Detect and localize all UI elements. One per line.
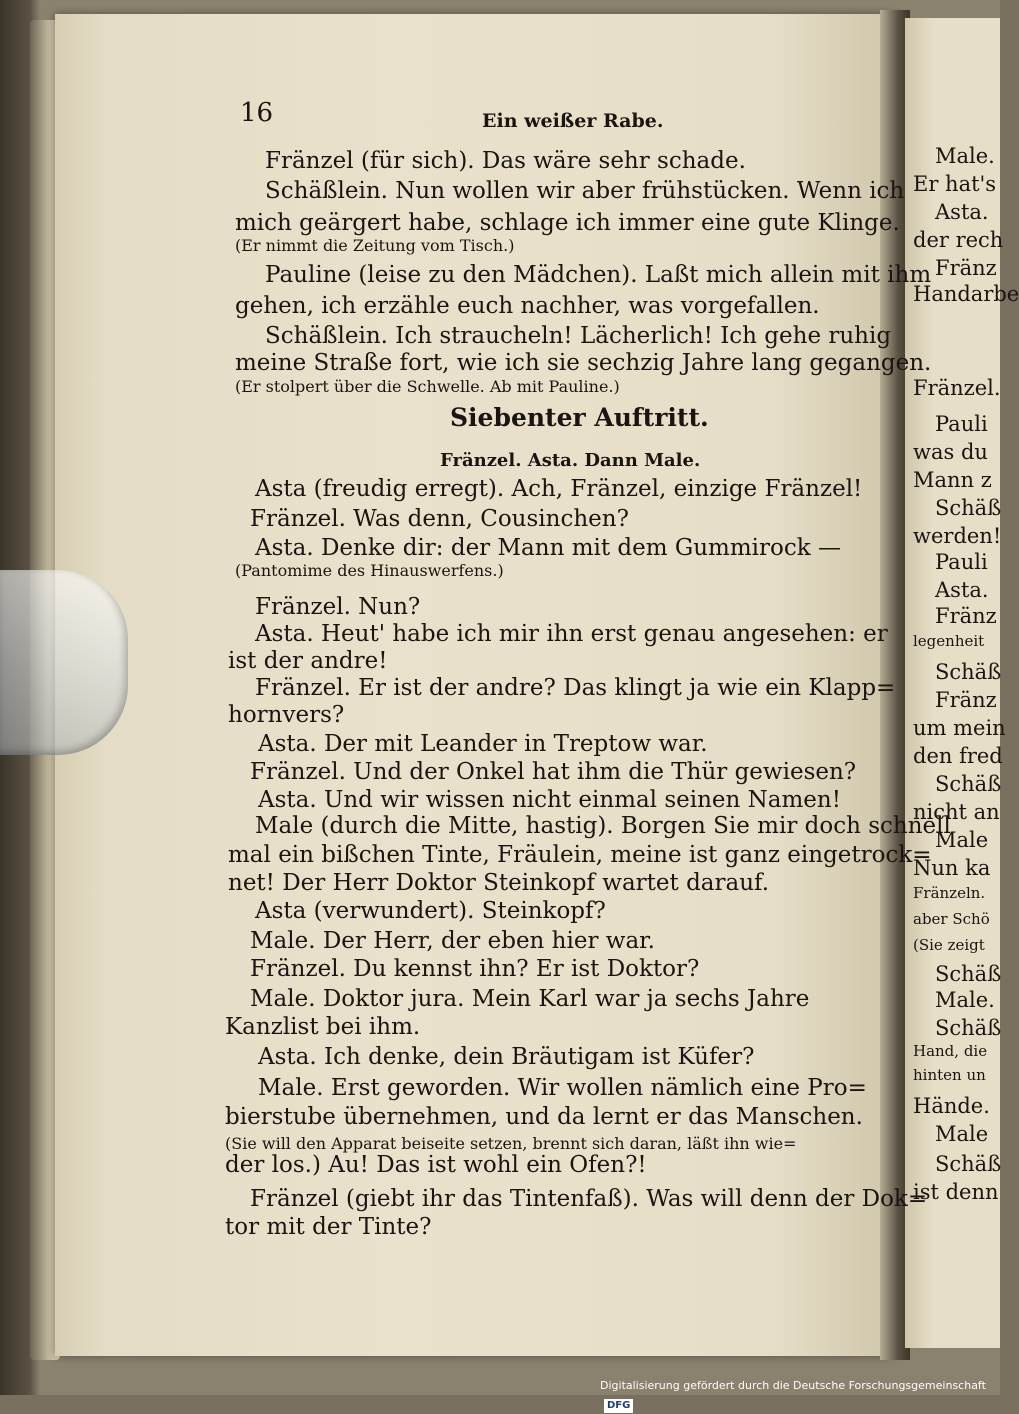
text-line: (Pantomime des Hinauswerfens.)	[235, 561, 504, 580]
right-text-fragment: der rech	[913, 228, 1004, 252]
text-line: mich geärgert habe, schlage ich immer eine gute Klinge.	[235, 210, 900, 236]
right-text-fragment: Schäß	[935, 660, 1002, 684]
text-line: gehen, ich erzähle euch nachher, was vorgefallen.	[235, 293, 820, 319]
right-text-fragment: Pauli	[935, 550, 988, 574]
page-clip	[0, 570, 128, 755]
text-line: (Er stolpert über die Schwelle. Ab mit Pauline.)	[235, 377, 620, 396]
right-text-fragment: aber Schö	[913, 910, 990, 928]
right-text-fragment: Schäß	[935, 962, 1002, 986]
text-line: Asta. Ich denke, dein Bräutigam ist Küfer?	[258, 1044, 755, 1070]
right-text-fragment: Schäß	[935, 1016, 1002, 1040]
right-text-fragment: Schäß	[935, 496, 1002, 520]
right-text-fragment: Male.	[935, 144, 995, 168]
right-text-fragment: Fränz	[935, 604, 997, 628]
text-line: Schäßlein. Ich straucheln! Lächerlich! Ich gehe ruhig	[265, 323, 892, 349]
right-text-fragment: Asta.	[935, 578, 989, 602]
right-text-fragment: Hand, die	[913, 1042, 988, 1060]
text-line: Asta (freudig erregt). Ach, Fränzel, einzige Fränzel!	[255, 476, 863, 502]
text-line: Schäßlein. Nun wollen wir aber frühstücken. Wenn ich	[265, 178, 905, 204]
dfg-logo: DFG	[604, 1399, 633, 1413]
right-text-fragment: Fränzel.	[913, 376, 1001, 400]
text-line: Asta (verwundert). Steinkopf?	[255, 898, 606, 924]
right-text-fragment: (Sie zeigt	[913, 936, 985, 954]
right-text-fragment: Male.	[935, 988, 995, 1012]
text-line: Male. Erst geworden. Wir wollen nämlich eine Pro=	[258, 1075, 867, 1101]
right-text-fragment: Handarbe	[913, 282, 1019, 306]
right-text-fragment: hinten un	[913, 1066, 986, 1084]
right-text-fragment: Er hat's	[913, 172, 997, 196]
right-text-fragment: werden!	[913, 524, 1002, 548]
right-text-fragment: Male	[935, 1122, 989, 1146]
text-line: tor mit der Tinte?	[225, 1214, 432, 1240]
footer-text: Digitalisierung gefördert durch die Deutsche Forschungsgemeinschaft	[600, 1379, 986, 1392]
text-line: mal ein bißchen Tinte, Fräulein, meine ist ganz eingetrock=	[228, 842, 932, 868]
text-line: hornvers?	[228, 702, 345, 728]
text-line: der los.) Au! Das ist wohl ein Ofen?!	[225, 1152, 647, 1178]
text-line: Asta. Heut' habe ich mir ihn erst genau angesehen: er	[255, 621, 888, 647]
text-line: Fränzel (giebt ihr das Tintenfaß). Was will denn der Dok=	[250, 1186, 928, 1212]
text-line: Male. Der Herr, der eben hier war.	[250, 928, 655, 954]
text-line: Siebenter Auftritt.	[450, 403, 709, 432]
text-line: meine Straße fort, wie ich sie sechzig Jahre lang gegangen.	[235, 350, 932, 376]
right-text-fragment: Nun ka	[913, 856, 991, 880]
right-text-fragment: ist denn	[913, 1180, 999, 1204]
text-line: Fränzel. Und der Onkel hat ihm die Thür gewiesen?	[250, 759, 857, 785]
right-text-fragment: Schäß	[935, 1152, 1002, 1176]
running-title: Ein weißer Rabe.	[482, 110, 664, 132]
text-line: (Er nimmt die Zeitung vom Tisch.)	[235, 236, 515, 255]
text-line: (Sie will den Apparat beiseite setzen, brennt sich daran, läßt ihn wie=	[225, 1134, 797, 1153]
right-text-fragment: um mein	[913, 716, 1006, 740]
text-line: Male. Doktor jura. Mein Karl war ja sechs Jahre	[250, 986, 810, 1012]
right-page	[905, 18, 1019, 1348]
footer	[600, 1376, 1000, 1411]
right-text-fragment: Asta.	[935, 200, 989, 224]
text-line: ist der andre!	[228, 648, 388, 674]
right-text-fragment: Pauli	[935, 412, 988, 436]
right-text-fragment: Fränz	[935, 256, 997, 280]
text-line: Fränzel. Nun?	[255, 594, 421, 620]
right-text-fragment: den fred	[913, 744, 1003, 768]
text-line: Asta. Der mit Leander in Treptow war.	[258, 731, 708, 757]
right-text-fragment: Male	[935, 828, 989, 852]
right-text-fragment: nicht an	[913, 800, 1000, 824]
text-line: Fränzel. Asta. Dann Male.	[440, 450, 701, 471]
right-text-fragment: was du	[913, 440, 988, 464]
text-line: net! Der Herr Doktor Steinkopf wartet darauf.	[228, 870, 770, 896]
right-text-fragment: Schäß	[935, 772, 1002, 796]
text-line: Asta. Denke dir: der Mann mit dem Gummirock —	[255, 535, 841, 561]
text-line: bierstube übernehmen, und da lernt er das Manschen.	[225, 1104, 863, 1130]
page-number: 16	[240, 98, 274, 128]
right-text-fragment: Mann z	[913, 468, 992, 492]
text-line: Male (durch die Mitte, hastig). Borgen Sie mir doch schnell	[255, 813, 951, 839]
text-line: Pauline (leise zu den Mädchen). Laßt mich allein mit ihm	[265, 262, 932, 288]
right-text-fragment: Hände.	[913, 1094, 990, 1118]
text-line: Fränzel. Er ist der andre? Das klingt ja wie ein Klapp=	[255, 675, 896, 701]
text-line: Fränzel (für sich). Das wäre sehr schade.	[265, 148, 746, 174]
right-text-fragment: Fränz	[935, 688, 997, 712]
text-line: Fränzel. Was denn, Cousinchen?	[250, 506, 629, 532]
text-line: Asta. Und wir wissen nicht einmal seinen Namen!	[258, 787, 841, 813]
text-line: Kanzlist bei ihm.	[225, 1014, 421, 1040]
text-line: Fränzel. Du kennst ihn? Er ist Doktor?	[250, 956, 700, 982]
right-text-fragment: Fränzeln.	[913, 884, 986, 902]
right-text-fragment: legenheit	[913, 632, 985, 650]
